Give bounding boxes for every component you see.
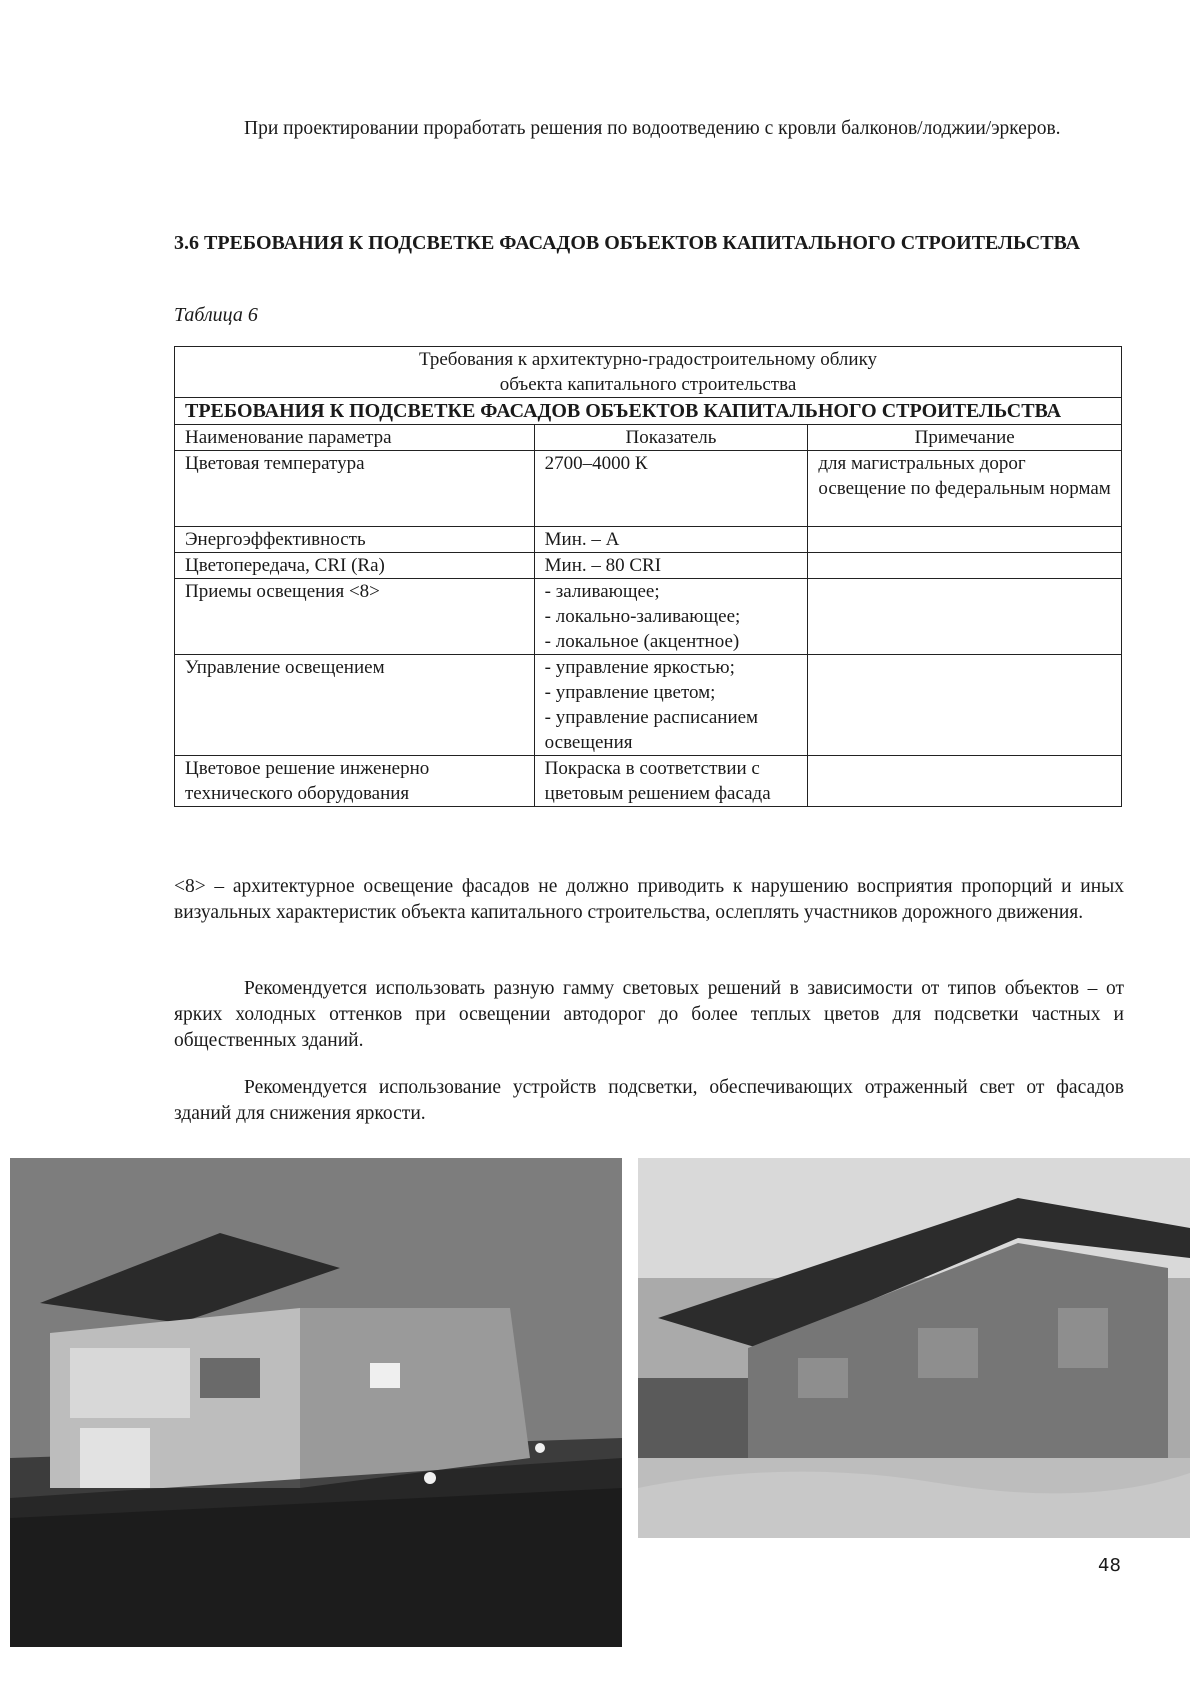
param-cell: Управление освещением — [175, 655, 535, 756]
value-cell — [534, 655, 808, 756]
recommendation-paragraph-1: Рекомендуется использовать разную гамму световых решений в зависимости от типов объектов – от ярких холодных оттенков при освещении автодорог до более теплых цветов для подсветки частных и общественных зданий. — [174, 978, 1124, 1051]
value-line: 2700–4000 К — [544, 453, 648, 474]
value-line: Мин. – А — [544, 529, 620, 550]
value-cell — [534, 451, 808, 527]
column-header: Показатель — [534, 425, 808, 451]
column-header: Примечание — [808, 425, 1122, 451]
table-header-row — [175, 425, 1122, 451]
param-cell: Цветопередача, CRI (Ra) — [175, 553, 535, 579]
value-line: Покраска в соответствии с цветовым решением фасада — [544, 758, 771, 804]
table-title-line2: объекта капитального строительства — [499, 374, 797, 395]
param-cell: Энергоэффективность — [175, 527, 535, 553]
value-line: - локальное (акцентное) — [544, 631, 740, 652]
value-cell — [534, 527, 808, 553]
table-title-row — [175, 347, 1122, 398]
value-cell — [534, 553, 808, 579]
note-cell — [808, 553, 1122, 579]
value-cell — [534, 579, 808, 655]
table-row — [175, 756, 1122, 807]
table-row — [175, 553, 1122, 579]
value-line: - управление расписанием освещения — [544, 707, 759, 753]
table-title-cell — [175, 347, 1122, 398]
note-cell — [808, 579, 1122, 655]
section-heading: 3.6 ТРЕБОВАНИЯ К ПОДСВЕТКЕ ФАСАДОВ ОБЪЕКТОВ КАПИТАЛЬНОГО СТРОИТЕЛЬСТВА — [174, 232, 1081, 254]
param-cell: Приемы освещения <8> — [175, 579, 535, 655]
param-cell: Цветовое решение инженерно технического оборудования — [175, 756, 535, 807]
table-row — [175, 655, 1122, 756]
note-cell — [808, 527, 1122, 553]
footnote: <8> – архитектурное освещение фасадов не должно приводить к нарушению восприятия пропорций и иных визуальных характеристик объекта капитального строительства, ослеплять участников дорожного движения. — [174, 876, 1124, 923]
value-cell — [534, 756, 808, 807]
table-row — [175, 579, 1122, 655]
recommendation-paragraph-2: Рекомендуется использование устройств подсветки, обеспечивающих отраженный свет от фасадов зданий для снижения яркости. — [174, 1077, 1124, 1124]
param-cell: Цветовая температура — [175, 451, 535, 527]
column-header: Наименование параметра — [175, 425, 535, 451]
value-line: - локально-заливающее; — [544, 606, 741, 627]
note-cell: для магистральных дорог освещение по федеральным нормам — [808, 451, 1122, 527]
table-row — [175, 451, 1122, 527]
note-cell — [808, 655, 1122, 756]
table-caption: Таблица 6 — [174, 304, 258, 326]
value-line: - управление яркостью; — [544, 657, 735, 678]
value-line: - заливающее; — [544, 581, 660, 602]
table-row — [175, 527, 1122, 553]
table-title-line1: Требования к архитектурно-градостроительному облику — [418, 349, 878, 370]
requirements-table — [174, 346, 1122, 807]
table-subheading: ТРЕБОВАНИЯ К ПОДСВЕТКЕ ФАСАДОВ ОБЪЕКТОВ КАПИТАЛЬНОГО СТРОИТЕЛЬСТВА — [175, 398, 1122, 425]
note-cell — [808, 756, 1122, 807]
building-facade-photo — [638, 1158, 1190, 1538]
table-subheading-row — [175, 398, 1122, 425]
intro-paragraph: При проектировании проработать решения по водоотведению с кровли балконов/лоджии/эркеров. — [244, 118, 1061, 139]
value-line: Мин. – 80 CRI — [544, 555, 662, 576]
value-line: - управление цветом; — [544, 682, 716, 703]
page-number: 48 — [1098, 1555, 1121, 1576]
house-facade-photo — [10, 1158, 622, 1647]
